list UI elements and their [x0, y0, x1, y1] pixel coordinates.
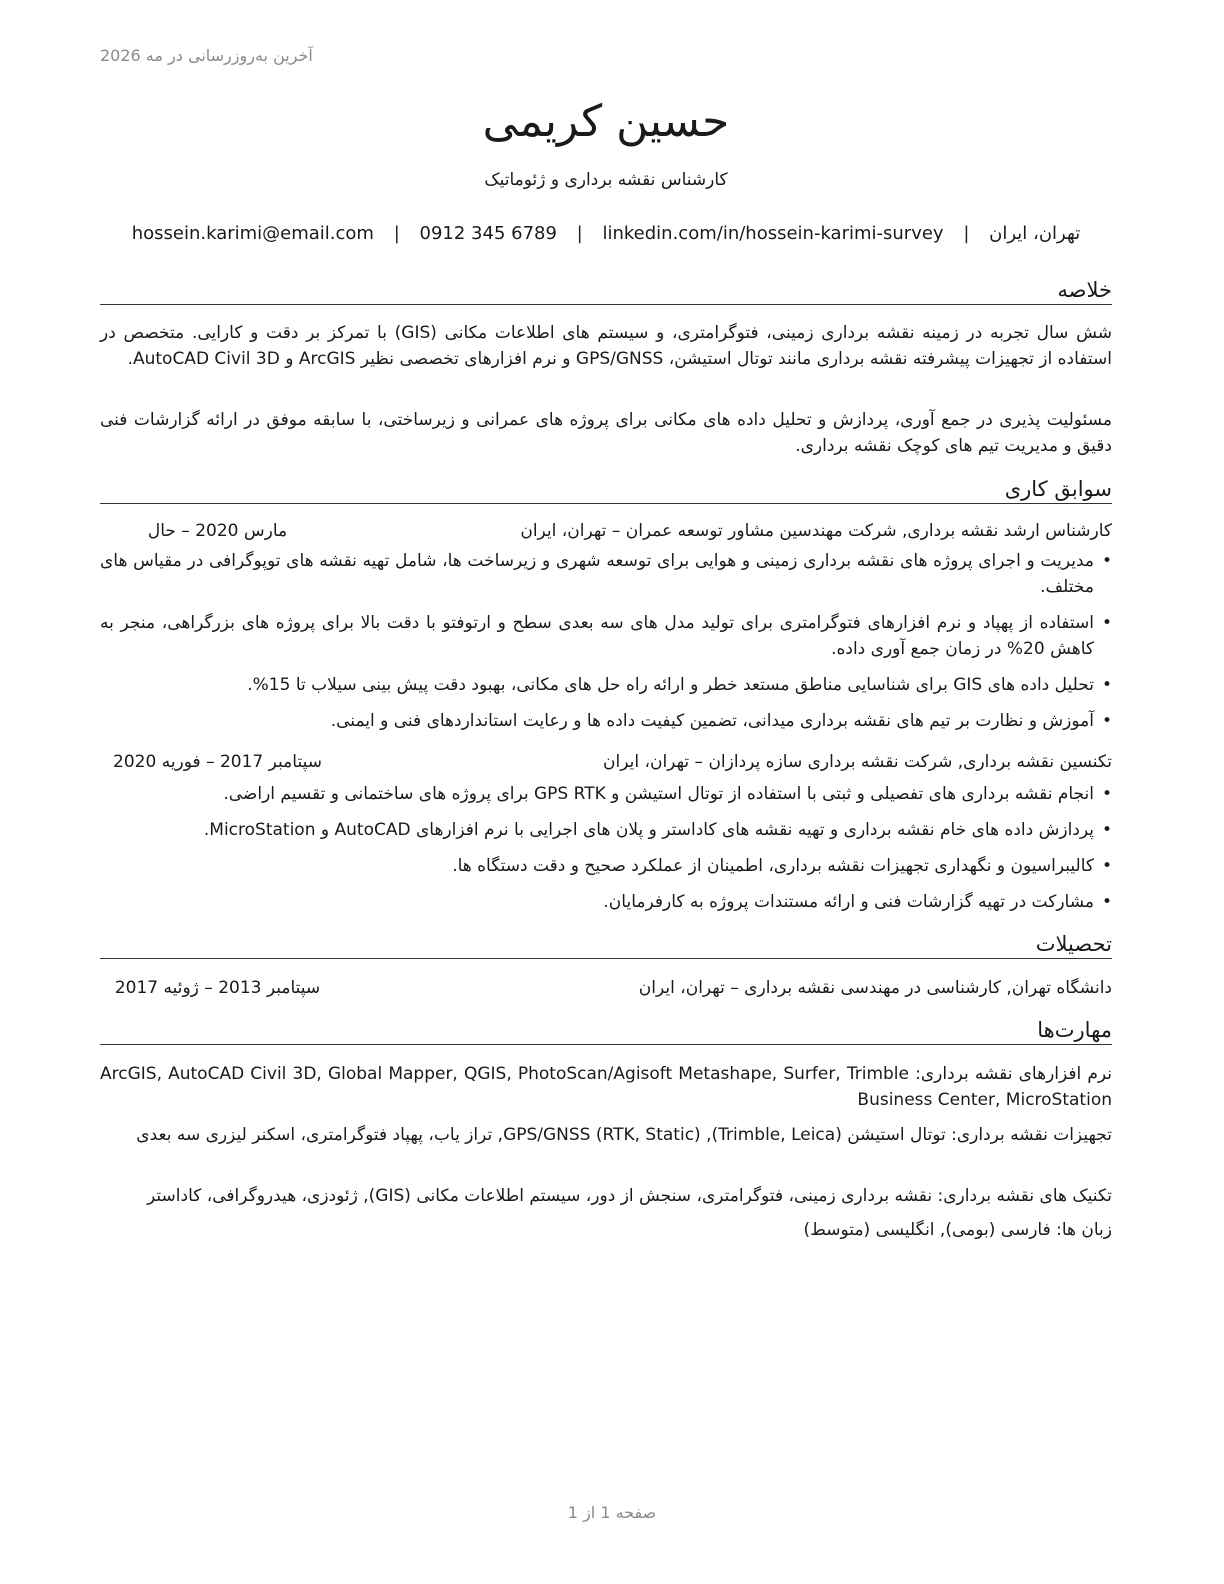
job-bullets	[100, 548, 1112, 744]
contact-separator: |	[576, 223, 583, 244]
resume-page	[100, 0, 1112, 1584]
contact-line	[100, 223, 1112, 244]
contact-linkedin[interactable]: linkedin.com/in/hossein-karimi-survey	[602, 223, 944, 244]
education-title: دانشگاه تهران, کارشناسی در مهندسی نقشه برداری – تهران، ایران	[638, 978, 1112, 998]
job-bullet: • مدیریت و اجرای پروژه های نقشه برداری زمینی و هوایی برای توسعه شهری و زیرساخت ها، شامل تهیه نقشه های توپوگرافی در مقیاس های مختلف.	[100, 548, 1112, 600]
contact-location: تهران، ایران	[989, 223, 1081, 244]
summary-paragraph: مسئولیت پذیری در جمع آوری، پردازش و تحلیل داده های مکانی برای پروژه های عمرانی و زیرساختی، با سابقه موفق در ارائه گزارشات فنی دقیق و مدیریت تیم های کوچک نقشه برداری.	[100, 410, 1112, 456]
job-bullets	[100, 781, 1112, 925]
job-bullet: • کالیبراسیون و نگهداری تجهیزات نقشه برداری، اطمینان از عملکرد صحیح و دقت دستگاه ها.	[100, 853, 1112, 879]
contact-phone[interactable]: 0912 345 6789	[419, 223, 557, 244]
contact-email[interactable]: hossein.karimi@email.com	[131, 223, 374, 244]
candidate-title: کارشناس نقشه برداری و ژئوماتیک	[484, 170, 728, 190]
education-heading: تحصیلات	[100, 930, 1112, 959]
job-bullet: • استفاده از پهپاد و نرم افزارهای فتوگرامتری برای تولید مدل های سه بعدی سطح و ارتوفتو با دقت بالا برای پروژه های بزرگراهی، منجر به کاهش 20% در زمان جمع آوری داده.	[100, 610, 1112, 662]
summary-paragraph: شش سال تجربه در زمینه نقشه برداری زمینی، فتوگرامتری، و سیستم های اطلاعات مکانی (GIS) با تمرکز بر دقت و کارایی. متخصص در استفاده از تجهیزات پیشرفته نقشه برداری مانند توتال استیشن، GPS/GNSS و نرم افزارهای تخصصی نظیر ArcGIS و AutoCAD Civil 3D.	[100, 323, 1112, 369]
job-bullet: • انجام نقشه برداری های تفصیلی و ثبتی با استفاده از توتال استیشن و GPS RTK برای پروژه های ساختمانی و تقسیم اراضی.	[100, 781, 1112, 807]
job-bullet: • مشارکت در تهیه گزارشات فنی و ارائه مستندات پروژه به کارفرمایان.	[100, 889, 1112, 915]
skill-line: نرم افزارهای نقشه برداری: ArcGIS, AutoCAD Civil 3D, Global Mapper, QGIS, PhotoScan/Agisoft Metashape, Surfer, Trimble Business Center, MicroStation	[100, 1064, 1113, 1110]
job-bullet: • آموزش و نظارت بر تیم های نقشه برداری میدانی، تضمین کیفیت داده ها و رعایت استانداردهای فنی و ایمنی.	[100, 708, 1112, 734]
candidate-name: حسین کریمی	[482, 96, 730, 147]
skill-line: زبان ها: فارسی (بومی), انگلیسی (متوسط)	[803, 1220, 1112, 1240]
education-dates: سپتامبر 2013 – ژوئیه 2017	[114, 978, 321, 998]
job-bullet: • پردازش داده های خام نقشه برداری و تهیه نقشه های کاداستر و پلان های اجرایی با نرم افزارهای AutoCAD و MicroStation.	[100, 817, 1112, 843]
job-title-company: کارشناس ارشد نقشه برداری, شرکت مهندسین مشاور توسعه عمران – تهران، ایران	[520, 521, 1112, 541]
contact-separator: |	[963, 223, 970, 244]
page-number: صفحه 1 از 1	[567, 1503, 657, 1522]
job-dates: سپتامبر 2017 – فوریه 2020	[113, 752, 322, 772]
skill-line: تکنیک های نقشه برداری: نقشه برداری زمینی، فتوگرامتری، سنجش از دور، سیستم اطلاعات مکانی (GIS), ژئودزی، هیدروگرافی، کاداستر	[147, 1186, 1112, 1206]
skill-line: تجهیزات نقشه برداری: توتال استیشن (Trimble, Leica), GPS/GNSS (RTK, Static), تراز یاب، پهپاد فتوگرامتری، اسکنر لیزری سه بعدی	[136, 1125, 1112, 1145]
job-dates: مارس 2020 – حال	[147, 521, 288, 541]
education-entry	[100, 976, 1112, 1000]
experience-heading: سوابق کاری	[100, 475, 1112, 504]
skills-heading: مهارت‌ها	[100, 1016, 1112, 1045]
job-title-company: تکنسین نقشه برداری, شرکت نقشه برداری سازه پردازان – تهران، ایران	[603, 752, 1112, 772]
summary-heading: خلاصه	[100, 276, 1112, 305]
job-header	[100, 519, 1112, 543]
last-updated-note: آخرین به‌روزرسانی در مه 2026	[100, 46, 313, 65]
contact-separator: |	[393, 223, 400, 244]
job-bullet: • تحلیل داده های GIS برای شناسایی مناطق مستعد خطر و ارائه راه حل های مکانی، بهبود دقت پیش بینی سیلاب تا 15%.	[100, 672, 1112, 698]
job-header	[100, 750, 1112, 774]
